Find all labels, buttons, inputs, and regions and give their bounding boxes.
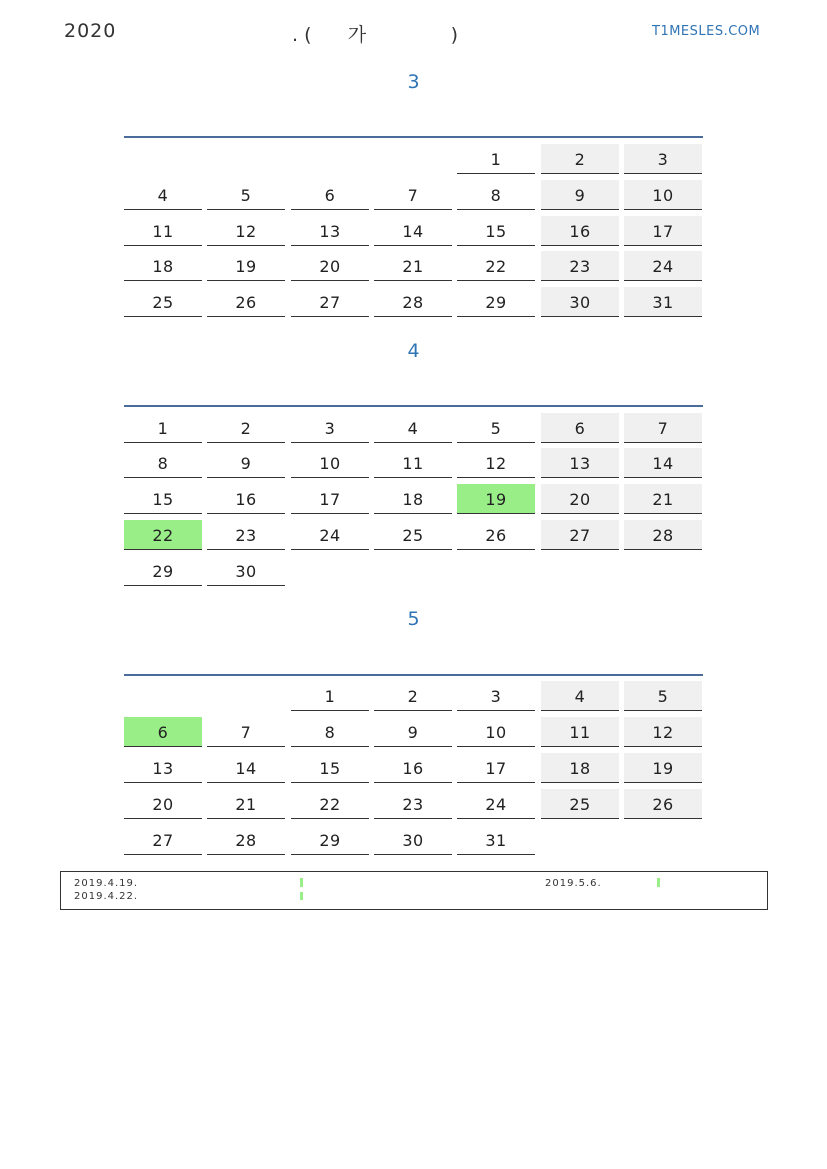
day-cell: 11 (124, 216, 202, 246)
day-cell: 16 (541, 216, 619, 246)
day-cell: 9 (541, 180, 619, 210)
day-cell: 23 (374, 789, 452, 819)
day-cell: 8 (457, 180, 535, 210)
day-cell: 29 (457, 287, 535, 317)
legend-entry: 2019.4.19. (74, 878, 139, 889)
day-cell: 29 (124, 556, 202, 586)
day-cell: 13 (541, 448, 619, 478)
month-title: 3 (407, 71, 420, 93)
day-cell: 4 (374, 413, 452, 443)
day-cell: 26 (624, 789, 702, 819)
day-cell: 25 (124, 287, 202, 317)
day-cell: 24 (291, 520, 369, 550)
month-divider (124, 136, 703, 138)
day-cell: 28 (374, 287, 452, 317)
day-cell: 15 (291, 753, 369, 783)
day-cell: 20 (291, 251, 369, 281)
day-cell: 14 (624, 448, 702, 478)
day-cell: 16 (207, 484, 285, 514)
day-cell: 10 (291, 448, 369, 478)
day-cell: 12 (624, 717, 702, 747)
day-cell: 12 (207, 216, 285, 246)
day-cell: 3 (457, 681, 535, 711)
day-cell: 14 (207, 753, 285, 783)
day-cell: 3 (291, 413, 369, 443)
day-cell: 13 (124, 753, 202, 783)
day-cell: 28 (624, 520, 702, 550)
day-cell: 23 (541, 251, 619, 281)
day-cell: 20 (541, 484, 619, 514)
day-cell: 17 (291, 484, 369, 514)
day-cell: 5 (624, 681, 702, 711)
day-cell: 29 (291, 825, 369, 855)
day-cell: 30 (374, 825, 452, 855)
day-cell: 2 (374, 681, 452, 711)
day-cell: 24 (624, 251, 702, 281)
day-cell: 22 (457, 251, 535, 281)
day-cell: 18 (541, 753, 619, 783)
day-cell: 7 (207, 717, 285, 747)
day-cell: 25 (374, 520, 452, 550)
day-cell: 26 (457, 520, 535, 550)
day-cell: 16 (374, 753, 452, 783)
day-cell: 3 (624, 144, 702, 174)
day-cell: 23 (207, 520, 285, 550)
day-cell: 18 (374, 484, 452, 514)
day-cell: 2 (207, 413, 285, 443)
day-cell: 10 (457, 717, 535, 747)
day-cell: 21 (624, 484, 702, 514)
legend-entry: 2019.5.6. (545, 878, 602, 889)
day-cell: 19 (207, 251, 285, 281)
day-cell: 31 (624, 287, 702, 317)
day-cell: 17 (624, 216, 702, 246)
day-cell: 6 (541, 413, 619, 443)
day-cell: 14 (374, 216, 452, 246)
day-cell: 2 (541, 144, 619, 174)
day-cell: 22 (124, 520, 202, 550)
day-cell: 25 (541, 789, 619, 819)
day-cell: 27 (291, 287, 369, 317)
day-cell: 30 (541, 287, 619, 317)
month-title: 4 (407, 340, 420, 362)
day-cell: 8 (124, 448, 202, 478)
day-cell: 21 (374, 251, 452, 281)
header-year: 2020 (64, 20, 117, 42)
legend-box (60, 871, 768, 910)
day-cell: 1 (457, 144, 535, 174)
day-cell: 12 (457, 448, 535, 478)
day-cell: 21 (207, 789, 285, 819)
day-cell: 15 (457, 216, 535, 246)
day-cell: 30 (207, 556, 285, 586)
day-cell: 4 (124, 180, 202, 210)
day-cell: 19 (457, 484, 535, 514)
day-cell: 11 (374, 448, 452, 478)
legend-entry: 2019.4.22. (74, 891, 139, 902)
day-cell: 24 (457, 789, 535, 819)
day-cell: 5 (457, 413, 535, 443)
day-cell: 7 (624, 413, 702, 443)
legend-holiday-marker (300, 878, 303, 887)
day-cell: 6 (291, 180, 369, 210)
day-cell: 13 (291, 216, 369, 246)
day-cell: 20 (124, 789, 202, 819)
day-cell: 17 (457, 753, 535, 783)
day-cell: 9 (207, 448, 285, 478)
legend-holiday-marker (657, 878, 660, 887)
brand-link[interactable]: T1MESLES.COM (652, 24, 761, 39)
day-cell: 1 (291, 681, 369, 711)
day-cell: 1 (124, 413, 202, 443)
day-cell: 6 (124, 717, 202, 747)
day-cell: 15 (124, 484, 202, 514)
day-cell: 26 (207, 287, 285, 317)
day-cell: 18 (124, 251, 202, 281)
day-cell: 4 (541, 681, 619, 711)
day-cell: 27 (541, 520, 619, 550)
day-cell: 9 (374, 717, 452, 747)
day-cell: 22 (291, 789, 369, 819)
day-cell: 8 (291, 717, 369, 747)
legend-holiday-marker (300, 892, 303, 900)
header-title: . ( 가 ) (292, 24, 459, 46)
month-divider (124, 405, 703, 407)
day-cell: 5 (207, 180, 285, 210)
day-cell: 11 (541, 717, 619, 747)
day-cell: 7 (374, 180, 452, 210)
day-cell: 28 (207, 825, 285, 855)
day-cell: 19 (624, 753, 702, 783)
day-cell: 10 (624, 180, 702, 210)
month-title: 5 (407, 608, 420, 630)
month-divider (124, 674, 703, 676)
day-cell: 31 (457, 825, 535, 855)
day-cell: 27 (124, 825, 202, 855)
